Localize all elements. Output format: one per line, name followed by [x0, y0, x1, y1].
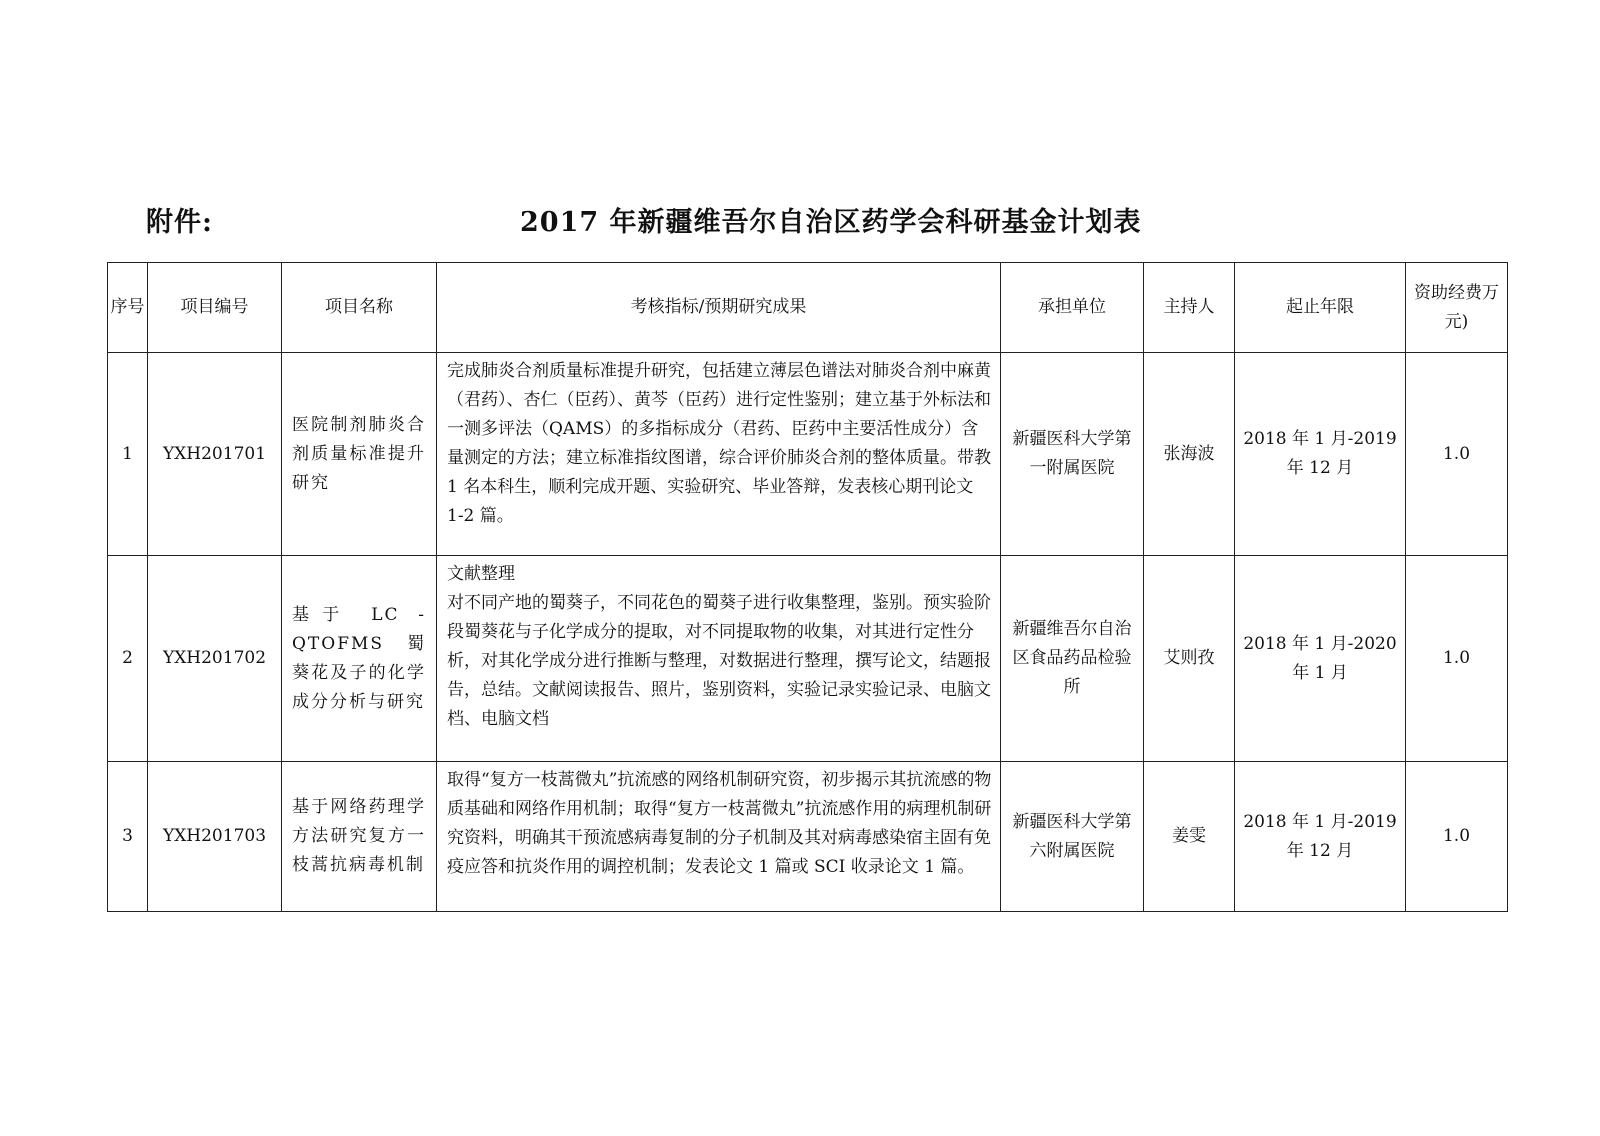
cell-funding: 1.0 [1406, 556, 1508, 762]
cell-code: YXH201701 [148, 353, 282, 556]
research-fund-plan-table [107, 262, 1508, 912]
cell-results: 完成肺炎合剂质量标准提升研究，包括建立薄层色谱法对肺炎合剂中麻黄（君药）、杏仁（臣药）、黄芩（臣药）进行定性鉴别；建立基于外标法和一测多评法（QAMS）的多指标成分（君药、臣药中主要活性成分）含量测定的方法；建立标准指纹图谱，综合评价肺炎合剂的整体质量。带教 1 名本科生，顺利完成开题、实验研究、毕业答辩，发表核心期刊论文 1-2 篇。 [437, 353, 1001, 556]
column-header-name: 项目名称 [282, 263, 437, 353]
cell-period: 2018 年 1 月-2020 年 1 月 [1235, 556, 1406, 762]
cell-results: 文献整理 对不同产地的蜀葵子，不同花色的蜀葵子进行收集整理，鉴别。预实验阶段蜀葵花与子化学成分的提取，对不同提取物的收集，对其进行定性分析，对其化学成分进行推断与整理，对数据进行整理，撰写论文，结题报告，总结。文献阅读报告、照片，鉴别资料，实验记录实验记录、电脑文档、电脑文档 [437, 556, 1001, 762]
cell-period: 2018 年 1 月-2019 年 12 月 [1235, 353, 1406, 556]
column-header-unit: 承担单位 [1001, 263, 1144, 353]
cell-project-name: 基于网络药理学方法研究复方一枝蒿抗病毒机制 [282, 762, 437, 912]
cell-unit: 新疆医科大学第六附属医院 [1001, 762, 1144, 912]
cell-seq: 3 [108, 762, 148, 912]
cell-code: YXH201702 [148, 556, 282, 762]
cell-funding: 1.0 [1406, 353, 1508, 556]
document-title: 2017 年新疆维吾尔自治区药学会科研基金计划表 [520, 207, 1142, 238]
column-header-funding: 资助经费万元) [1406, 263, 1508, 353]
table-row [108, 353, 1508, 556]
cell-host: 姜雯 [1144, 762, 1235, 912]
column-header-results: 考核指标/预期研究成果 [437, 263, 1001, 353]
column-header-period: 起止年限 [1235, 263, 1406, 353]
cell-seq: 2 [108, 556, 148, 762]
cell-seq: 1 [108, 353, 148, 556]
cell-funding: 1.0 [1406, 762, 1508, 912]
cell-unit: 新疆维吾尔自治区食品药品检验所 [1001, 556, 1144, 762]
cell-project-name: 基于 LC -QTOFMS 蜀葵花及子的化学成分分析与研究 [282, 556, 437, 762]
cell-host: 艾则孜 [1144, 556, 1235, 762]
column-header-seq: 序号 [108, 263, 148, 353]
table-row [108, 556, 1508, 762]
column-header-code: 项目编号 [148, 263, 282, 353]
cell-period: 2018 年 1 月-2019 年 12 月 [1235, 762, 1406, 912]
table-header-row [108, 263, 1508, 353]
attachment-label: 附件: [146, 207, 213, 238]
cell-host: 张海波 [1144, 353, 1235, 556]
cell-project-name: 医院制剂肺炎合剂质量标准提升研究 [282, 353, 437, 556]
column-header-host: 主持人 [1144, 263, 1235, 353]
table-row [108, 762, 1508, 912]
cell-code: YXH201703 [148, 762, 282, 912]
cell-unit: 新疆医科大学第一附属医院 [1001, 353, 1144, 556]
cell-results: 取得“复方一枝蒿微丸”抗流感的网络机制研究资，初步揭示其抗流感的物质基础和网络作用机制；取得“复方一枝蒿微丸”抗流感作用的病理机制研究资料，明确其干预流感病毒复制的分子机制及其对病毒感染宿主固有免疫应答和抗炎作用的调控机制；发表论文 1 篇或 SCI 收录论文 1 篇。 [437, 762, 1001, 912]
